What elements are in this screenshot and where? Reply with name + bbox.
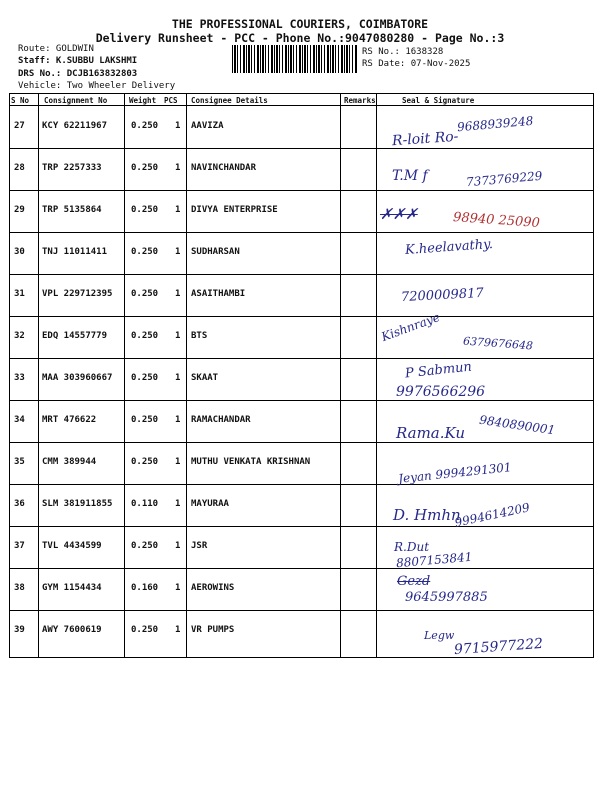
handwritten-signature: Kishnraye	[379, 309, 442, 345]
consignment-no: TVL 4434599	[42, 541, 102, 551]
pcs: 1	[175, 499, 181, 509]
weight: 0.250	[131, 415, 159, 425]
handwritten-signature: R.Dut	[394, 540, 430, 554]
col-consignment: Consignment No	[44, 96, 108, 105]
pcs: 1	[175, 289, 181, 299]
sno: 31	[14, 289, 25, 299]
handwritten-phone: Jeyan 9994291301	[397, 460, 513, 486]
sno: 30	[14, 247, 25, 257]
handwritten-signature: P Sabmun	[404, 359, 473, 382]
weight: 0.250	[131, 373, 159, 383]
sno: 27	[14, 121, 25, 131]
drs-number: DRS No.: DCJB163832803	[18, 69, 138, 79]
weight: 0.250	[131, 541, 159, 551]
pcs: 1	[175, 541, 181, 551]
runsheet-title: Delivery Runsheet - PCC - Phone No.:9047080280 - Page No.:3	[95, 31, 505, 45]
handwritten-signature: R-loit Ro-	[391, 128, 459, 150]
table-row	[10, 232, 595, 274]
handwritten-phone: 7200009817	[400, 285, 485, 306]
consignee: NAVINCHANDAR	[191, 163, 257, 173]
handwritten-signature: D. Hmhn	[393, 506, 461, 524]
pcs: 1	[175, 205, 181, 215]
consignee: AAVIZA	[191, 121, 224, 131]
consignee: RAMACHANDAR	[191, 415, 251, 425]
handwritten-phone: 9976566296	[396, 384, 486, 400]
company-title: THE PROFESSIONAL COURIERS, COIMBATORE	[171, 17, 429, 31]
consignee: AEROWINS	[191, 583, 235, 593]
rs-date: RS Date: 07-Nov-2025	[362, 59, 471, 69]
staff-label: Staff: K.SUBBU LAKSHMI	[18, 56, 138, 66]
rs-number: RS No.: 1638328	[362, 47, 444, 57]
pcs: 1	[175, 625, 181, 635]
weight: 0.250	[131, 289, 159, 299]
table-row	[10, 526, 595, 568]
consignee: ASAITHAMBI	[191, 289, 246, 299]
pcs: 1	[175, 457, 181, 467]
handwritten-phone: 98940 25090	[452, 209, 541, 232]
sno: 32	[14, 331, 25, 341]
handwritten-signature: K.heelavathy.	[404, 236, 494, 259]
handwritten-phone: 9688939248	[456, 113, 534, 135]
table-row	[10, 568, 595, 610]
weight: 0.250	[131, 121, 159, 131]
consignment-no: TRP 5135864	[42, 205, 102, 215]
pcs: 1	[175, 163, 181, 173]
handwritten-phone: 6379676648	[462, 334, 534, 353]
sno: 33	[14, 373, 25, 383]
col-remarks: Remarks	[344, 96, 376, 105]
pcs: 1	[175, 373, 181, 383]
sno: 39	[14, 625, 25, 635]
weight: 0.250	[131, 163, 159, 173]
consignment-no: KCY 62211967	[42, 121, 108, 131]
consignment-no: TNJ 11011411	[42, 247, 108, 257]
vehicle-label: Vehicle: Two Wheeler Delivery	[18, 81, 176, 91]
handwritten-phone: 9715977222	[453, 635, 544, 659]
weight: 0.250	[131, 247, 159, 257]
sno: 36	[14, 499, 25, 509]
consignment-no: MAA 303960667	[42, 373, 113, 383]
consignment-no: TRP 2257333	[42, 163, 102, 173]
weight: 0.250	[131, 205, 159, 215]
handwritten-phone: 9994614209	[453, 500, 531, 530]
consignee: MAYURAA	[191, 499, 229, 509]
pcs: 1	[175, 247, 181, 257]
consignee: MUTHU VENKATA KRISHNAN	[191, 457, 311, 467]
handwritten-phone: 9645997885	[405, 590, 488, 605]
consignment-no: SLM 381911855	[42, 499, 113, 509]
route-label: Route: GOLDWIN	[18, 44, 94, 54]
consignee: BTS	[191, 331, 208, 341]
col-signature: Seal & Signature	[402, 96, 475, 105]
sno: 28	[14, 163, 25, 173]
pcs: 1	[175, 331, 181, 341]
handwritten-phone: 7373769229	[465, 168, 543, 190]
col-pcs: PCS	[164, 96, 178, 105]
table-row	[10, 274, 595, 316]
consignment-no: MRT 476622	[42, 415, 97, 425]
handwritten-signature: Gezd	[397, 574, 431, 589]
barcode	[232, 45, 358, 73]
consignment-no: AWY 7600619	[42, 625, 102, 635]
pcs: 1	[175, 121, 181, 131]
weight: 0.160	[131, 583, 159, 593]
consignment-no: GYM 1154434	[42, 583, 102, 593]
pcs: 1	[175, 415, 181, 425]
col-weight: Weight	[129, 96, 157, 105]
consignment-no: CMM 389944	[42, 457, 97, 467]
sno: 29	[14, 205, 25, 215]
table-row	[10, 358, 595, 400]
weight: 0.250	[131, 625, 159, 635]
col-consignee: Consignee Details	[191, 96, 268, 105]
pcs: 1	[175, 583, 181, 593]
handwritten-signature: T.M f	[392, 168, 428, 184]
handwritten-phone: 9840890001	[478, 412, 556, 438]
consignee: SKAAT	[191, 373, 219, 383]
consignee: JSR	[191, 541, 208, 551]
weight: 0.250	[131, 457, 159, 467]
col-sno: S No	[11, 96, 30, 105]
consignment-no: EDQ 14557779	[42, 331, 108, 341]
consignee: SUDHARSAN	[191, 247, 240, 257]
weight: 0.110	[131, 499, 159, 509]
weight: 0.250	[131, 331, 159, 341]
consignment-no: VPL 229712395	[42, 289, 113, 299]
handwritten-phone: 8807153841	[395, 549, 473, 571]
consignee: VR PUMPS	[191, 625, 235, 635]
sno: 35	[14, 457, 25, 467]
sno: 38	[14, 583, 25, 593]
consignee: DIVYA ENTERPRISE	[191, 205, 278, 215]
handwritten-signature: ✗✗✗	[380, 205, 418, 223]
sno: 34	[14, 415, 25, 425]
handwritten-signature: Rama.Ku	[396, 424, 466, 442]
sno: 37	[14, 541, 25, 551]
handwritten-signature: Legw	[424, 629, 455, 642]
